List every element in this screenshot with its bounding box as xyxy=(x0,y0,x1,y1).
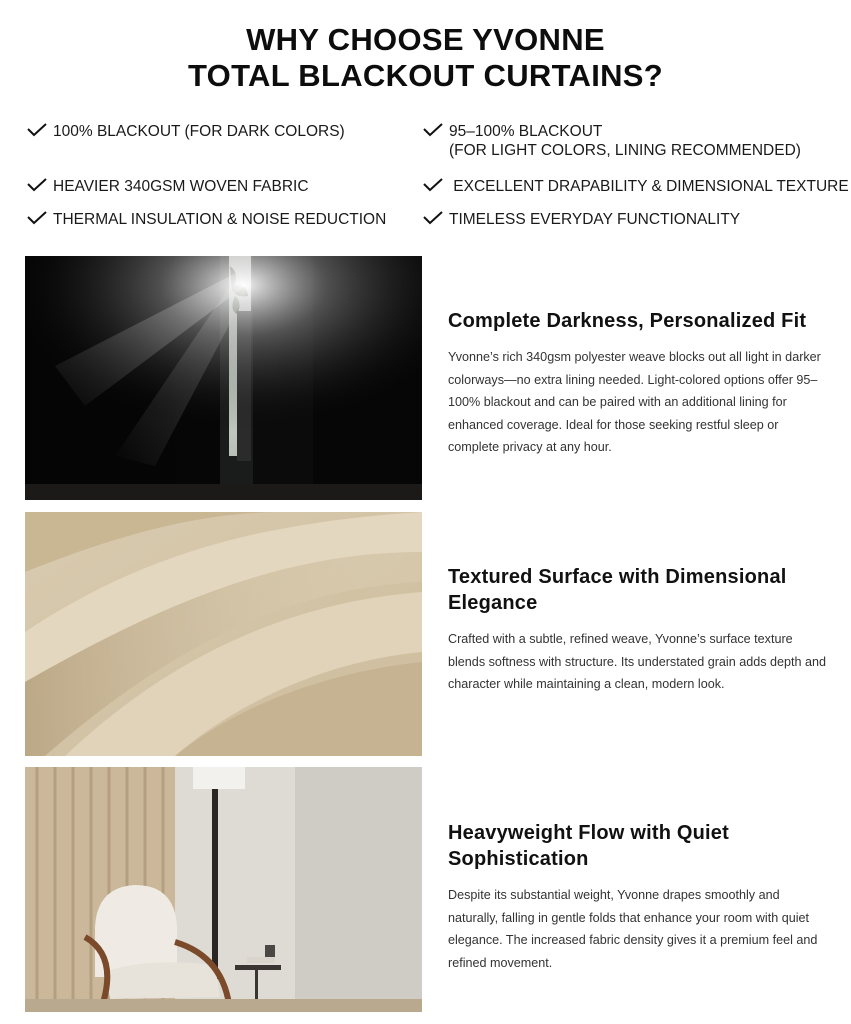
check-icon xyxy=(423,211,443,225)
check-icon xyxy=(423,178,443,192)
feature-item-blackout-dark xyxy=(27,122,345,141)
check-icon xyxy=(423,123,443,137)
section-title: Textured Surface with Dimensional Elegance xyxy=(448,566,787,614)
section-title: Heavyweight Flow with Quiet Sophistication xyxy=(448,822,729,870)
feature-sublabel: (FOR LIGHT COLORS, LINING RECOMMENDED) xyxy=(449,142,801,159)
feature-item-timeless xyxy=(423,210,740,229)
feature-label: TIMELESS EVERYDAY FUNCTIONALITY xyxy=(449,211,741,228)
section-body: Crafted with a subtle, refined weave, Yvonne’s surface texture blends softness with structure. Its understated grain adds depth and character while maintaining a clean, modern look. xyxy=(448,632,827,691)
page-title-line-2: TOTAL BLACKOUT CURTAINS? xyxy=(187,58,664,93)
section-textured-surface xyxy=(448,564,828,696)
feature-label: THERMAL INSULATION & NOISE REDUCTION xyxy=(53,211,387,228)
feature-item-blackout-light xyxy=(423,122,801,160)
feature-item-thermal xyxy=(27,210,386,229)
feature-item-heavier-fabric xyxy=(27,177,309,196)
living-room-armchair-curtains-photo xyxy=(25,767,422,1012)
check-icon xyxy=(27,211,47,225)
section-complete-darkness xyxy=(448,308,828,459)
section-body: Despite its substantial weight, Yvonne drapes smoothly and naturally, falling in gentle folds that enhance your room with quiet elegance. The increased fabric density gives it a premium feel and refined movement. xyxy=(448,888,818,970)
page-title-line-1: WHY CHOOSE YVONNE xyxy=(246,22,605,57)
beige-fabric-folds-photo xyxy=(25,512,422,756)
check-icon xyxy=(27,178,47,192)
feature-item-drapability xyxy=(423,177,849,196)
feature-label: 95–100% BLACKOUT xyxy=(449,123,603,140)
section-body: Yvonne’s rich 340gsm polyester weave blocks out all light in darker colorways—no extra lining needed. Light-colored options offer 95–100% blackout and can be paired with an additional lining for enhanced coverage. Ideal for those seeking restful sleep or complete privacy at any hour. xyxy=(448,350,821,454)
dark-curtain-light-beam-photo xyxy=(25,256,422,500)
feature-label: EXCELLENT DRAPABILITY & DIMENSIONAL TEXTURE xyxy=(449,178,849,195)
feature-label: HEAVIER 340GSM WOVEN FABRIC xyxy=(53,178,309,195)
feature-label: 100% BLACKOUT (FOR DARK COLORS) xyxy=(53,123,345,140)
section-title: Complete Darkness, Personalized Fit xyxy=(448,310,807,332)
section-heavyweight-flow xyxy=(448,820,828,974)
page-title xyxy=(0,22,851,94)
check-icon xyxy=(27,123,47,137)
